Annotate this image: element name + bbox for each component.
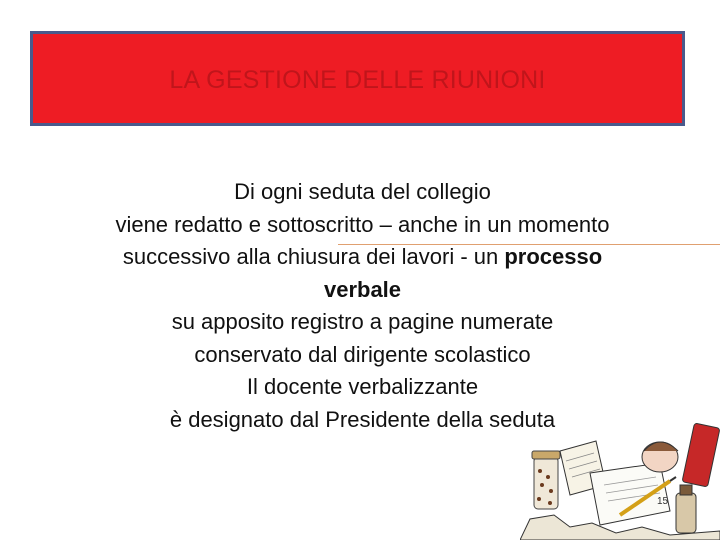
body-line-3-text: successivo alla chiusura dei lavori - un <box>122 244 505 269</box>
body-line-2: viene redatto e sottoscritto – anche in un momento <box>115 211 610 237</box>
body-line-6: conservato dal dirigente scolastico <box>194 341 531 367</box>
bottle-shape <box>676 493 696 533</box>
body-line-4 <box>10 274 715 307</box>
body-line-7: Il docente verbalizzante <box>246 374 479 399</box>
body-line-3 <box>10 241 715 274</box>
jar-lid-shape <box>532 451 560 459</box>
slide-body <box>10 176 715 436</box>
body-line-1: Di ogni seduta del collegio <box>234 179 491 204</box>
cluttered-desk-illustration <box>520 415 720 540</box>
slide-title: LA GESTIONE DELLE RIUNIONI <box>169 66 546 94</box>
page-number: 15 <box>657 496 669 507</box>
body-line-3-bold: processo <box>504 244 603 269</box>
jar-shape <box>534 457 558 509</box>
title-box <box>30 31 685 126</box>
body-line-5: su apposito registro a pagine numerate <box>171 309 554 334</box>
body-line-4-bold: verbale <box>323 276 402 302</box>
body-line-8: è designato dal Presidente della seduta <box>169 406 556 432</box>
binder-shape <box>682 423 720 487</box>
